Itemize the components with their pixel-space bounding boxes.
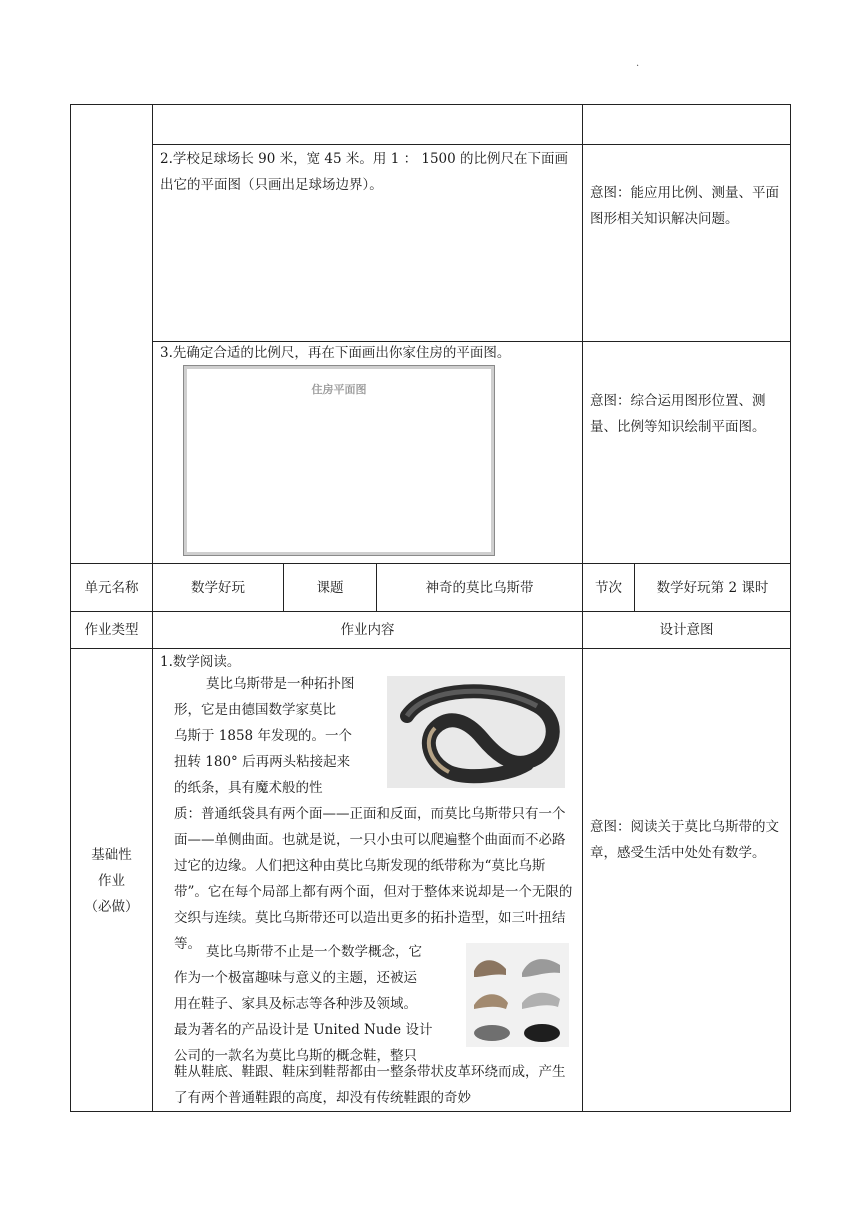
reading-intent: 意图：阅读关于莫比乌斯带的文章，感受生活中处处有数学。 (590, 819, 779, 861)
mobius-shoes-image (466, 943, 569, 1047)
question-3-intent: 意图：综合运用图形位置、测量、比例等知识绘制平面图。 (590, 393, 766, 435)
category-line-1: 基础性 (91, 847, 132, 863)
homework-content-header: 作业内容 (340, 622, 395, 638)
reading-para1-rest: 质：普通纸袋具有两个面——正面和反面，而莫比乌斯带只有一个面——单侧曲面。也就是说，一只小虫可以爬遍整个曲面而不必路过它的边缘。人们把这种由莫比乌斯发现的纸带称为“莫比乌斯带”。它在每个局部上都有两个面，但对于整体来说却是一个无限的交织与连续。莫比乌斯带还可以造出更多的拓扑造型，如三叶扭结等。 (174, 806, 573, 952)
para2-line: 作为一个极富趣味与意义的主题，还被运 (174, 970, 417, 986)
homework-type-header: 作业类型 (84, 622, 139, 638)
reading-para1-wrapped (174, 671, 384, 801)
category-line-2: 作业 (98, 873, 125, 889)
reading-para2-rest: 鞋从鞋底、鞋跟、鞋床到鞋帮都由一整条带状皮革环绕而成，产生了有两个普通鞋跟的高度，却没有传统鞋跟的奇妙 (174, 1064, 566, 1106)
reading-title: 1.数学阅读。 (160, 654, 241, 670)
floor-plan-drawing-area (184, 366, 494, 555)
para2-line: 用在鞋子、家具及标志等各种涉及领域。 (174, 996, 417, 1012)
reading-para2-wrapped (174, 939, 464, 1069)
period-value: 数学好玩第 2 课时 (656, 579, 769, 596)
mobius-strip-image (387, 676, 565, 788)
header-mark: . (636, 58, 640, 69)
question-2 (160, 146, 574, 198)
para1-line: 形，它是由德国数学家莫比 (174, 702, 336, 718)
para2-line: 最为著名的产品设计是 United Nude 设计 (174, 1022, 433, 1038)
mobius-strip-icon (387, 676, 565, 788)
unit-name-value: 数学好玩 (191, 579, 245, 596)
floor-plan-title: 住房平面图 (311, 383, 367, 396)
lesson-label: 课题 (316, 579, 344, 596)
para2-line: 莫比乌斯带不止是一个数学概念，它 (206, 944, 422, 960)
unit-name-label: 单元名称 (84, 579, 139, 596)
category-line-3: （必做） (84, 899, 139, 915)
para1-line: 莫比乌斯带是一种拓扑图 (206, 676, 355, 692)
para1-line: 扭转 180° 后再两头粘接起来 (174, 754, 351, 770)
shoes-icon (466, 943, 569, 1047)
lesson-value: 神奇的莫比乌斯带 (425, 579, 534, 596)
para1-line: 乌斯于 1858 年发现的。一个 (174, 728, 352, 744)
period-label: 节次 (595, 579, 622, 596)
design-intent-header: 设计意图 (659, 622, 714, 638)
para1-line: 的纸条，具有魔术般的性 (174, 780, 323, 796)
question-2-intent: 意图：能应用比例、测量、平面图形相关知识解决问题。 (590, 185, 779, 227)
question-2-text: 2.学校足球场长 90 米，宽 45 米。用 1 ： 1500 的比例尺在下面画出它的平面图（只画出足球场边界）。 (160, 151, 569, 193)
question-3-text: 3.先确定合适的比例尺，再在下面画出你家住房的平面图。 (160, 345, 511, 361)
para2-line: 公司的一款名为莫比乌斯的概念鞋，整只 (174, 1048, 417, 1064)
homework-category (71, 842, 152, 920)
